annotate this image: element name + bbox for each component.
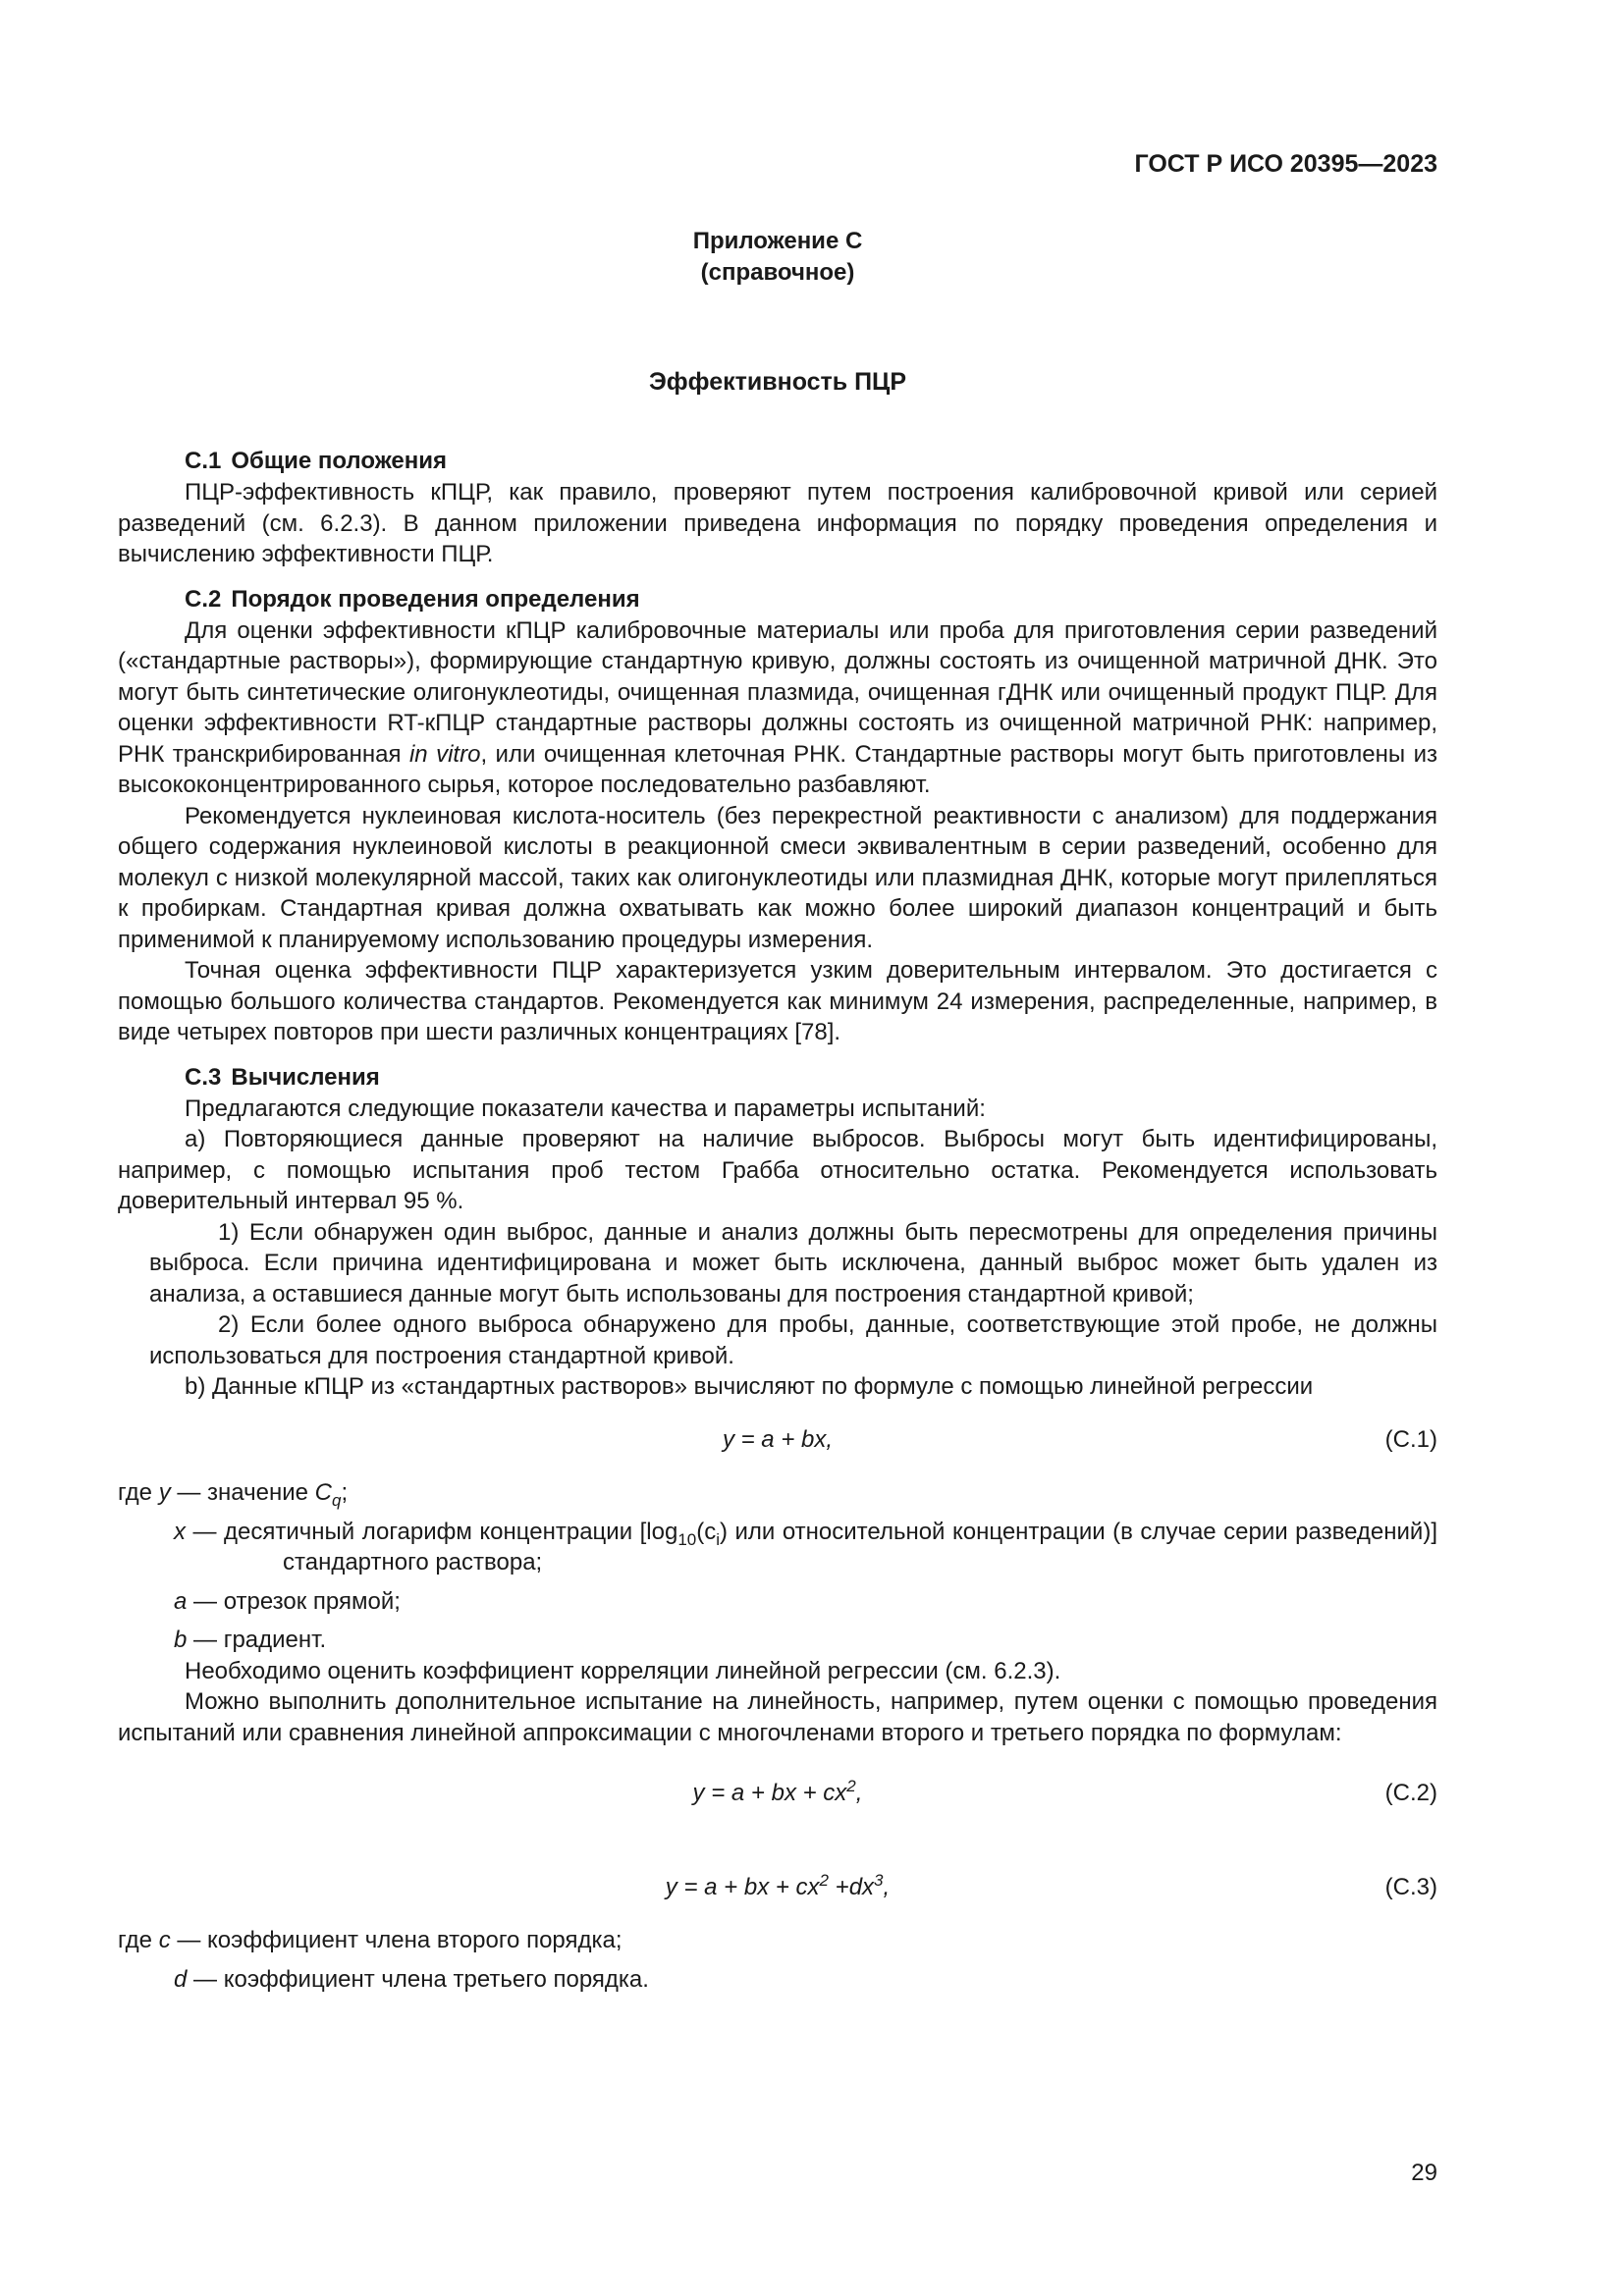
formula-number: (С.1) — [1384, 1425, 1437, 1453]
appendix-label: Приложение С — [692, 228, 863, 254]
formula-expression: y = a + bx, — [722, 1425, 834, 1453]
formula-number: (С.3) — [1384, 1874, 1437, 1900]
variable-definitions — [118, 1477, 1437, 1656]
appendix-heading — [118, 226, 1437, 289]
list-item-b: b) Данные кПЦР из «стандартных растворов» вычисляют по формуле с помощью линейной регрессии — [185, 1373, 1314, 1400]
formula-c1 — [118, 1420, 1437, 1460]
list-item-a: a) Повторяющиеся данные проверяют на наличие выбросов. Выбросы могут быть идентифицированы, например, с помощью испытания проб тестом Грабба относительно остатка. Рекомендуется использовать доверительный интервал 95 %. — [118, 1126, 1437, 1214]
appendix-type: (справочное) — [700, 259, 855, 286]
page-number: 29 — [1411, 2160, 1437, 2186]
list-item-a2: 2) Если более одного выброса обнаружено для пробы, данные, соответствующие этой пробе, не должны использоваться для построения стандартной кривой. — [149, 1311, 1437, 1369]
definition-x: x — десятичный логарифм концентрации [$\log_{10}(c_i)$ или относительной концентрации (в случае серии разведений)] стандартного раствора; — [174, 1518, 1437, 1575]
definition-d: d — коэффициент члена третьего порядка. — [174, 1966, 649, 1993]
paragraph: Можно выполнить дополнительное испытание на линейность, например, путем оценки с помощью проведения испытаний или сравнения линейной аппроксимации с многочленами второго и третьего порядка по формулам: — [118, 1688, 1437, 1746]
paragraph: ПЦР-эффективность кПЦР, как правило, проверяют путем построения калибровочной кривой или серией разведений (см. 6.2.3). В данном приложении приведена информация по порядку проведения определения и вычислению эффективности ПЦР. — [118, 479, 1437, 567]
formula-c3 — [118, 1868, 1437, 1907]
definition-y: где y — значение $C_q$; — [118, 1478, 349, 1510]
paragraph: Для оценки эффективности кПЦР калибровочные материалы или проба для приготовления серии разведений («стандартные растворы»), формирующие стандартную кривую, должны состоять из очищенной матричной ДНК. Это могут быть синтетические олигонуклеотиды, очищенная плазмида, очищенная гДНК или очищенный продукт ПЦР. Для оценки эффективности RT-кПЦР стандартные растворы должны состоять из очищенной матричной РНК: например, РНК транскрибированная in vitro, или очищенная клеточная РНК. Стандартные растворы могут быть приготовлены из высококонцентрированного сырья, которое последовательно разбавляют. — [118, 616, 1438, 798]
formula-number: (С.2) — [1384, 1780, 1437, 1806]
definition-c: где c — коэффициент члена второго порядка; — [118, 1927, 623, 1953]
section-heading-c2: С.2 Порядок проведения определения — [185, 585, 640, 613]
list-item-a1: 1) Если обнаружен один выброс, данные и анализ должны быть пересмотрены для определения причины выброса. Если причина идентифицирована и может быть исключена, данный выброс может быть удален из анализа, а оставшиеся данные могут быть использованы для построения стандартной кривой; — [149, 1218, 1437, 1308]
definition-a: a — отрезок прямой; — [174, 1587, 401, 1615]
paragraph: Предлагаются следующие показатели качества и параметры испытаний: — [185, 1095, 986, 1122]
paragraph: Рекомендуется нуклеиновая кислота-носитель (без перекрестной реактивности с анализом) для поддержания общего содержания нуклеиновой кислоты в реакционной смеси эквивалентным в серии разведений, особенно для молекул с низкой молекулярной массой, таких как олигонуклеотиды или плазмидная ДНК, которые могут прилепляться к пробиркам. Стандартная кривая должна охватывать как можно более широкий диапазон концентраций и быть применимой к планируемому использованию процедуры измерения. — [118, 802, 1437, 953]
document-number: ГОСТ Р ИСО 20395—2023 — [1134, 150, 1437, 178]
paragraph: Точная оценка эффективности ПЦР характеризуется узким доверительным интервалом. Это достигается с помощью большого количества стандартов. Рекомендуется как минимум 24 измерения, распределенные, например, в виде четырех повторов при шести различных концентрациях [78]. — [118, 957, 1437, 1045]
formula-expression: y = a + bx + $cx^2$, — [692, 1777, 863, 1806]
paragraph: Необходимо оценить коэффициент корреляции линейной регрессии (см. 6.2.3). — [185, 1657, 1061, 1684]
appendix-title: Эффективность ПЦР — [648, 368, 906, 396]
definition-b: b — градиент. — [174, 1627, 327, 1653]
variable-definitions-2 — [118, 1925, 1437, 1996]
section-heading-c1: С.1 Общие положения — [185, 448, 448, 474]
document-body — [118, 446, 1437, 1996]
formula-c2 — [118, 1774, 1437, 1813]
formula-expression: y = a + bx + $cx^2 +dx^3$, — [665, 1871, 891, 1900]
section-heading-c3: С.3 Вычисления — [185, 1063, 380, 1091]
